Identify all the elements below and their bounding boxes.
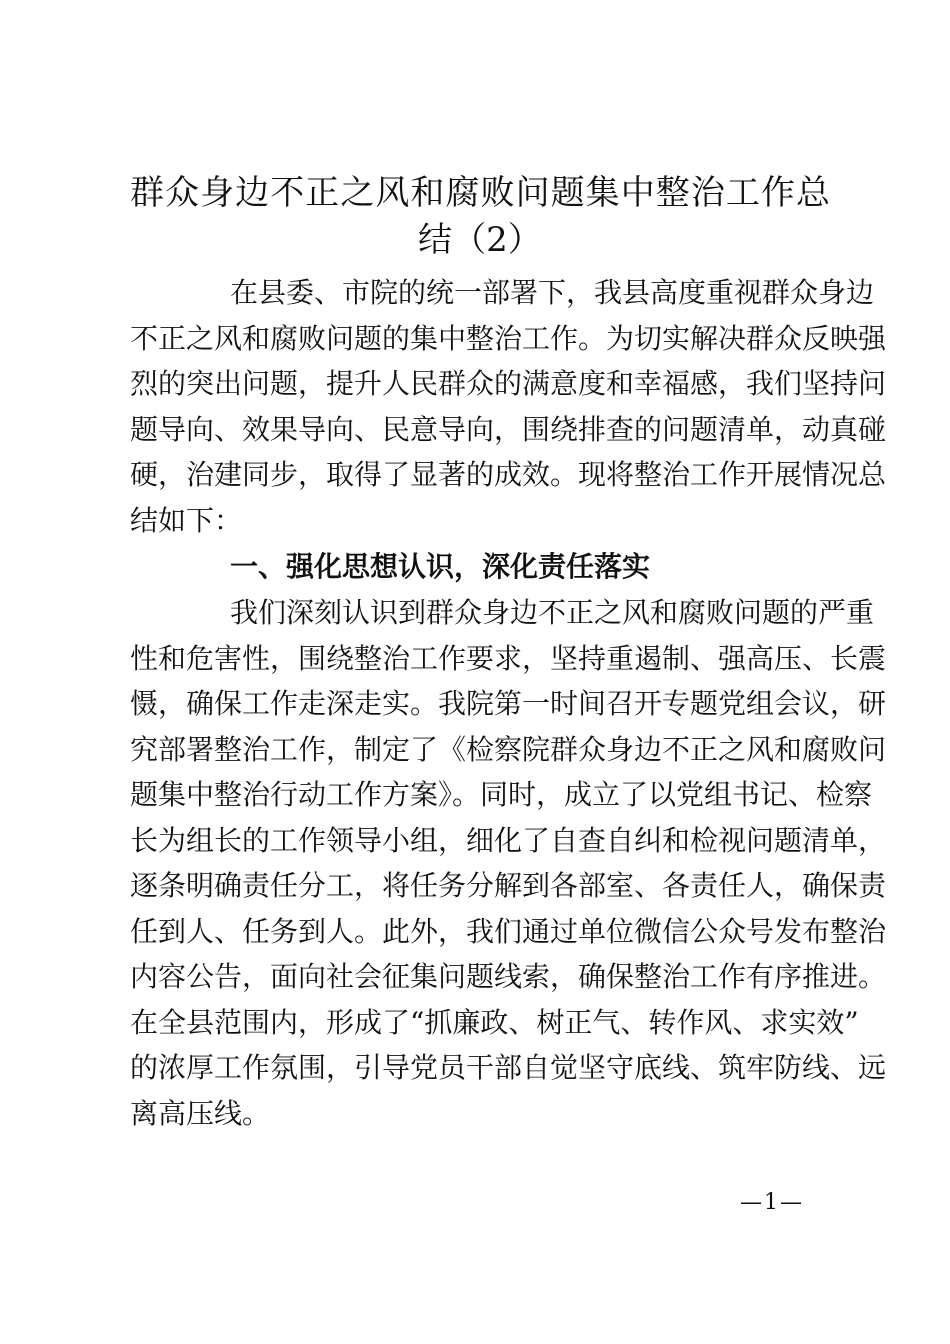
- text-line: 题集中整治行动工作方案》。同时，成立了以党组书记、检察: [130, 778, 873, 811]
- text-line: 我们深刻认识到群众身边不正之风和腐败问题的严重: [230, 596, 875, 629]
- text-line: 究部署整治工作，制定了《检察院群众身边不正之风和腐败问: [130, 732, 887, 766]
- text-line: 内容公告，面向社会征集问题线索，确保整治工作有序推进。: [130, 960, 887, 993]
- text-line: 在县委、市院的统一部署下，我县高度重视群众身边: [230, 276, 875, 309]
- text-line: 离高压线。: [130, 1096, 271, 1130]
- title-line-2: 结（2）: [418, 220, 542, 260]
- text-line: 慑，确保工作走深走实。我院第一时间召开专题党组会议，研: [130, 687, 887, 720]
- text-line: 结如下：: [130, 503, 243, 537]
- text-line: 性和危害性，围绕整治工作要求，坚持重遏制、强高压、长震: [130, 641, 887, 675]
- section-heading: 一、强化思想认识，深化责任落实: [230, 550, 651, 583]
- intro-paragraph: [130, 270, 887, 543]
- text-line: 烈的突出问题，提升人民群众的满意度和幸福感，我们坚持问: [130, 367, 887, 400]
- title-line-1: 群众身边不正之风和腐败问题集中整治工作总: [130, 173, 830, 213]
- text-line: 不正之风和腐败问题的集中整治工作。为切实解决群众反映强: [130, 321, 887, 355]
- document-page: [130, 170, 887, 1136]
- text-line: 硬，治建同步，取得了显著的成效。现将整治工作开展情况总: [130, 458, 887, 491]
- document-title: [130, 170, 830, 264]
- text-line: 任到人、任务到人。此外，我们通过单位微信公众号发布整治: [130, 914, 887, 948]
- text-line: 在全县范围内，形成了“抓廉政、树正气、转作风、求实效”: [130, 1005, 859, 1039]
- text-line: 逐条明确责任分工，将任务分解到各部室、各责任人，确保责: [130, 869, 887, 902]
- page-number: —1—: [740, 1190, 804, 1215]
- text-line: 长为组长的工作领导小组，细化了自查自纠和检视问题清单，: [130, 823, 887, 857]
- text-line: 的浓厚工作氛围，引导党员干部自觉坚守底线、筑牢防线、远: [130, 1051, 887, 1084]
- text-line: 题导向、效果导向、民意导向，围绕排查的问题清单，动真碰: [130, 412, 887, 446]
- section-paragraph: [130, 590, 887, 1136]
